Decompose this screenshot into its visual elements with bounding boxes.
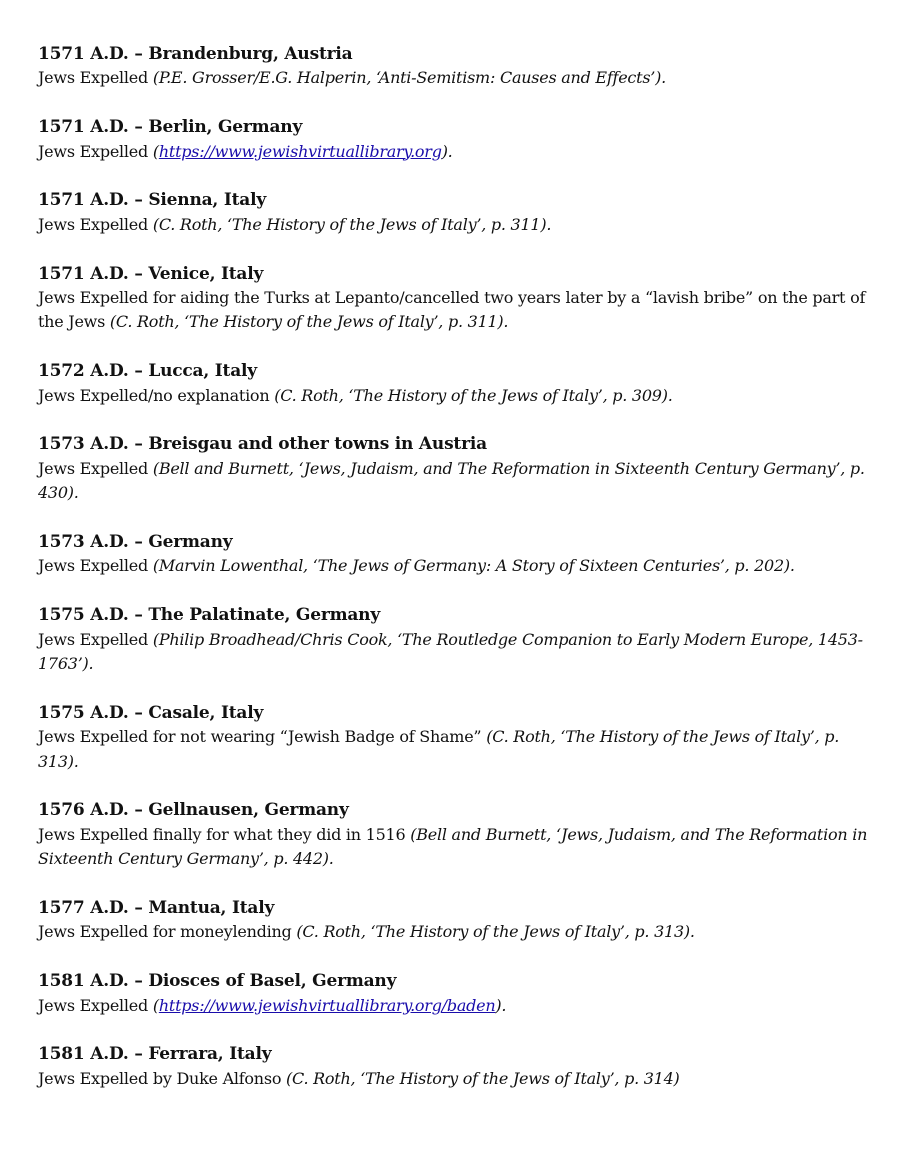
- entry-description: [38, 213, 878, 237]
- entry-citation: (C. Roth, ‘The History of the Jews of Italy’, p. 311).: [152, 214, 552, 234]
- entry-heading: 1575 A.D. – Casale, Italy: [38, 702, 264, 723]
- entry-heading: 1572 A.D. – Lucca, Italy: [38, 361, 257, 382]
- entry-text: Jews Expelled: [38, 556, 153, 576]
- entry-description: [38, 140, 878, 164]
- entry-8: [38, 701, 878, 774]
- entry-heading: 1581 A.D. – Diosces of Basel, Germany: [38, 971, 397, 992]
- entry-citation: (C. Roth, ‘The History of the Jews of Italy’, p. 313).: [296, 922, 695, 942]
- entry-heading: 1573 A.D. – Germany: [38, 532, 233, 553]
- entry-text: Jews Expelled: [38, 68, 153, 88]
- entry-citation: (https://www.jewishvirtuallibrary.org/baden).: [152, 995, 507, 1015]
- entry-citation: (P.E. Grosser/E.G. Halperin, ‘Anti-Semitism: Causes and Effects’).: [152, 68, 666, 88]
- entry-description: [38, 725, 878, 774]
- entry-heading: 1571 A.D. – Brandenburg, Austria: [38, 44, 353, 64]
- entry-11: [38, 969, 878, 1018]
- entry-citation: (https://www.jewishvirtuallibrary.org).: [152, 141, 453, 161]
- entry-text: Jews Expelled: [38, 629, 153, 649]
- entry-text: Jews Expelled for moneylending: [38, 922, 297, 942]
- entry-citation: (C. Roth, ‘The History of the Jews of Italy’, p. 314): [286, 1068, 680, 1088]
- entry-6: [38, 530, 878, 579]
- document-page: [38, 42, 878, 1116]
- entry-description: [38, 628, 878, 677]
- entry-citation: (C. Roth, ‘The History of the Jews of Italy’, p. 309).: [274, 385, 673, 405]
- source-link[interactable]: https://www.jewishvirtuallibrary.org/baden: [158, 995, 496, 1015]
- entry-description: [38, 994, 878, 1018]
- entry-1: [38, 115, 878, 164]
- entry-citation: (Bell and Burnett, ‘Jews, Judaism, and The Reformation in Sixteenth Century Germany’, p. 442).: [38, 824, 868, 869]
- entry-heading: 1581 A.D. – Ferrara, Italy: [38, 1044, 272, 1065]
- entry-4: [38, 359, 878, 408]
- entry-text: Jews Expelled: [38, 141, 153, 161]
- entry-description: [38, 286, 878, 335]
- entry-heading: 1571 A.D. – Venice, Italy: [38, 263, 264, 284]
- entry-2: [38, 188, 878, 237]
- entry-text: Jews Expelled: [38, 214, 153, 234]
- entry-10: [38, 896, 878, 945]
- entry-text: Jews Expelled by Duke Alfonso: [38, 1068, 287, 1088]
- entry-citation: (Bell and Burnett, ‘Jews, Judaism, and The Reformation in Sixteenth Century Germany’, p. 430).: [38, 458, 865, 503]
- entry-9: [38, 798, 878, 871]
- entry-text: Jews Expelled for not wearing “Jewish Badge of Shame”: [38, 727, 487, 747]
- entry-0: [38, 42, 878, 91]
- entry-description: [38, 1067, 878, 1091]
- entry-description: [38, 384, 878, 408]
- entry-text: Jews Expelled finally for what they did in 1516: [38, 824, 411, 844]
- entry-text: Jews Expelled/no explanation: [38, 385, 275, 405]
- entry-heading: 1576 A.D. – Gellnausen, Germany: [38, 800, 349, 821]
- entry-citation: (C. Roth, ‘The History of the Jews of Italy’, p. 313).: [38, 727, 840, 771]
- entry-5: [38, 432, 878, 505]
- entry-description: [38, 823, 878, 872]
- source-link[interactable]: https://www.jewishvirtuallibrary.org: [158, 141, 442, 161]
- entry-7: [38, 603, 878, 676]
- entry-description: [38, 457, 878, 506]
- entry-3: [38, 262, 878, 335]
- entry-citation: (Philip Broadhead/Chris Cook, ‘The Routledge Companion to Early Modern Europe, 1453-1763’).: [38, 629, 863, 674]
- entry-description: [38, 554, 878, 578]
- entry-description: [38, 920, 878, 944]
- entry-heading: 1571 A.D. – Berlin, Germany: [38, 117, 303, 138]
- entry-text: Jews Expelled for aiding the Turks at Lepanto/cancelled two years later by a “lavish bribe” on the part of the Jews: [38, 288, 866, 332]
- entry-12: [38, 1042, 878, 1091]
- entry-heading: 1573 A.D. – Breisgau and other towns in Austria: [38, 434, 487, 455]
- entry-heading: 1577 A.D. – Mantua, Italy: [38, 898, 275, 919]
- entry-description: [38, 66, 878, 90]
- entry-heading: 1571 A.D. – Sienna, Italy: [38, 190, 267, 211]
- entry-heading: 1575 A.D. – The Palatinate, Germany: [38, 605, 381, 626]
- entry-text: Jews Expelled: [38, 458, 153, 478]
- entry-text: Jews Expelled: [38, 995, 153, 1015]
- entry-citation: (C. Roth, ‘The History of the Jews of Italy’, p. 311).: [109, 312, 509, 332]
- entry-citation: (Marvin Lowenthal, ‘The Jews of Germany: A Story of Sixteen Centuries’, p. 202).: [152, 556, 795, 576]
